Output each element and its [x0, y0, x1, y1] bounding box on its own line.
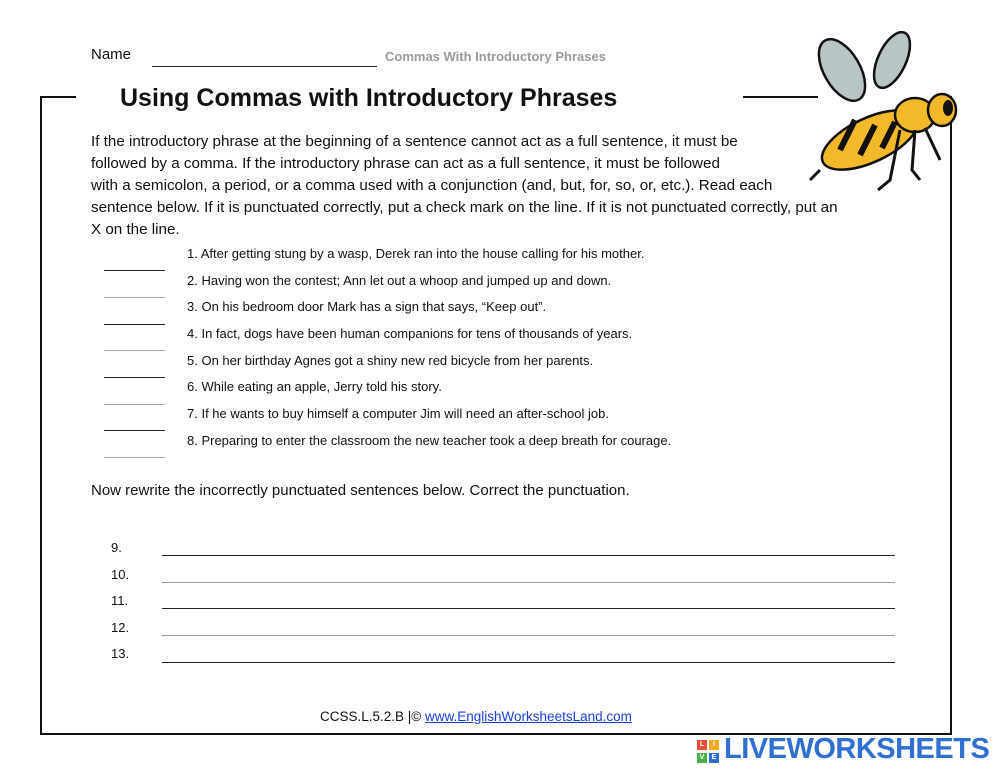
logo-letter: V [697, 753, 707, 763]
rewrite-number: 9. [111, 540, 122, 555]
logo-letter: L [697, 740, 707, 750]
sentence-item: 8. Preparing to enter the classroom the new teacher took a deep breath for courage. [187, 433, 672, 448]
worksheet-title: Using Commas with Introductory Phrases [120, 84, 618, 112]
footer [320, 709, 632, 724]
name-label: Name [91, 46, 132, 63]
name-field-line[interactable] [152, 66, 377, 67]
rewrite-number: 12. [111, 620, 130, 635]
answer-line-1[interactable] [104, 270, 165, 271]
answer-line-2[interactable] [104, 297, 165, 298]
sentence-item: 3. On his bedroom door Mark has a sign that says, “Keep out”. [187, 299, 547, 314]
header-topic: Commas With Introductory Phrases [385, 49, 606, 64]
logo-letter: I [709, 740, 719, 750]
instructions-line: If the introductory phrase at the beginning of a sentence cannot act as a full sentence, it must be [91, 133, 738, 150]
instructions [91, 131, 911, 241]
answer-line-8[interactable] [104, 457, 165, 458]
rewrite-number: 10. [111, 567, 130, 582]
rewrite-number: 11. [111, 593, 129, 608]
liveworksheets-logo: LIVEWORKSHEETS [724, 733, 990, 765]
instructions-line: with a semicolon, a period, or a comma used with a conjunction (and, but, for, so, or, etc.). Read each [91, 177, 773, 194]
rewrite-line-9[interactable] [162, 555, 895, 556]
sentence-item: 1. After getting stung by a wasp, Derek ran into the house calling for his mother. [187, 246, 645, 261]
liveworksheets-logo-icon [697, 740, 721, 766]
sentence-item: 2. Having won the contest; Ann let out a whoop and jumped up and down. [187, 273, 612, 288]
instructions-line: followed by a comma. If the introductory phrase can act as a full sentence, it must be followed [91, 155, 720, 172]
answer-line-5[interactable] [104, 377, 165, 378]
rewrite-line-12[interactable] [162, 635, 895, 636]
sentence-item: 4. In fact, dogs have been human companions for tens of thousands of years. [187, 326, 633, 341]
answer-line-7[interactable] [104, 430, 165, 431]
rewrite-line-10[interactable] [162, 582, 895, 583]
rewrite-number: 13. [111, 646, 130, 661]
footer-standard: CCSS.L.5.2.B |© [320, 709, 422, 724]
rewrite-line-11[interactable] [162, 608, 895, 609]
rewrite-line-13[interactable] [162, 662, 895, 663]
instructions-line: X on the line. [91, 221, 180, 238]
frame-top-left [40, 96, 76, 98]
sentence-item: 5. On her birthday Agnes got a shiny new red bicycle from her parents. [187, 353, 594, 368]
footer-link[interactable]: www.EnglishWorksheetsLand.com [425, 709, 632, 724]
answer-line-4[interactable] [104, 350, 165, 351]
answer-line-6[interactable] [104, 404, 165, 405]
rewrite-prompt: Now rewrite the incorrectly punctuated sentences below. Correct the punctuation. [91, 482, 630, 499]
logo-letter: E [709, 753, 719, 763]
sentence-item: 7. If he wants to buy himself a computer Jim will need an after-school job. [187, 406, 609, 421]
answer-line-3[interactable] [104, 324, 165, 325]
sentence-item: 6. While eating an apple, Jerry told his story. [187, 379, 442, 394]
instructions-line: sentence below. If it is punctuated correctly, put a check mark on the line. If it is not punctuated correctly, put an [91, 199, 838, 216]
